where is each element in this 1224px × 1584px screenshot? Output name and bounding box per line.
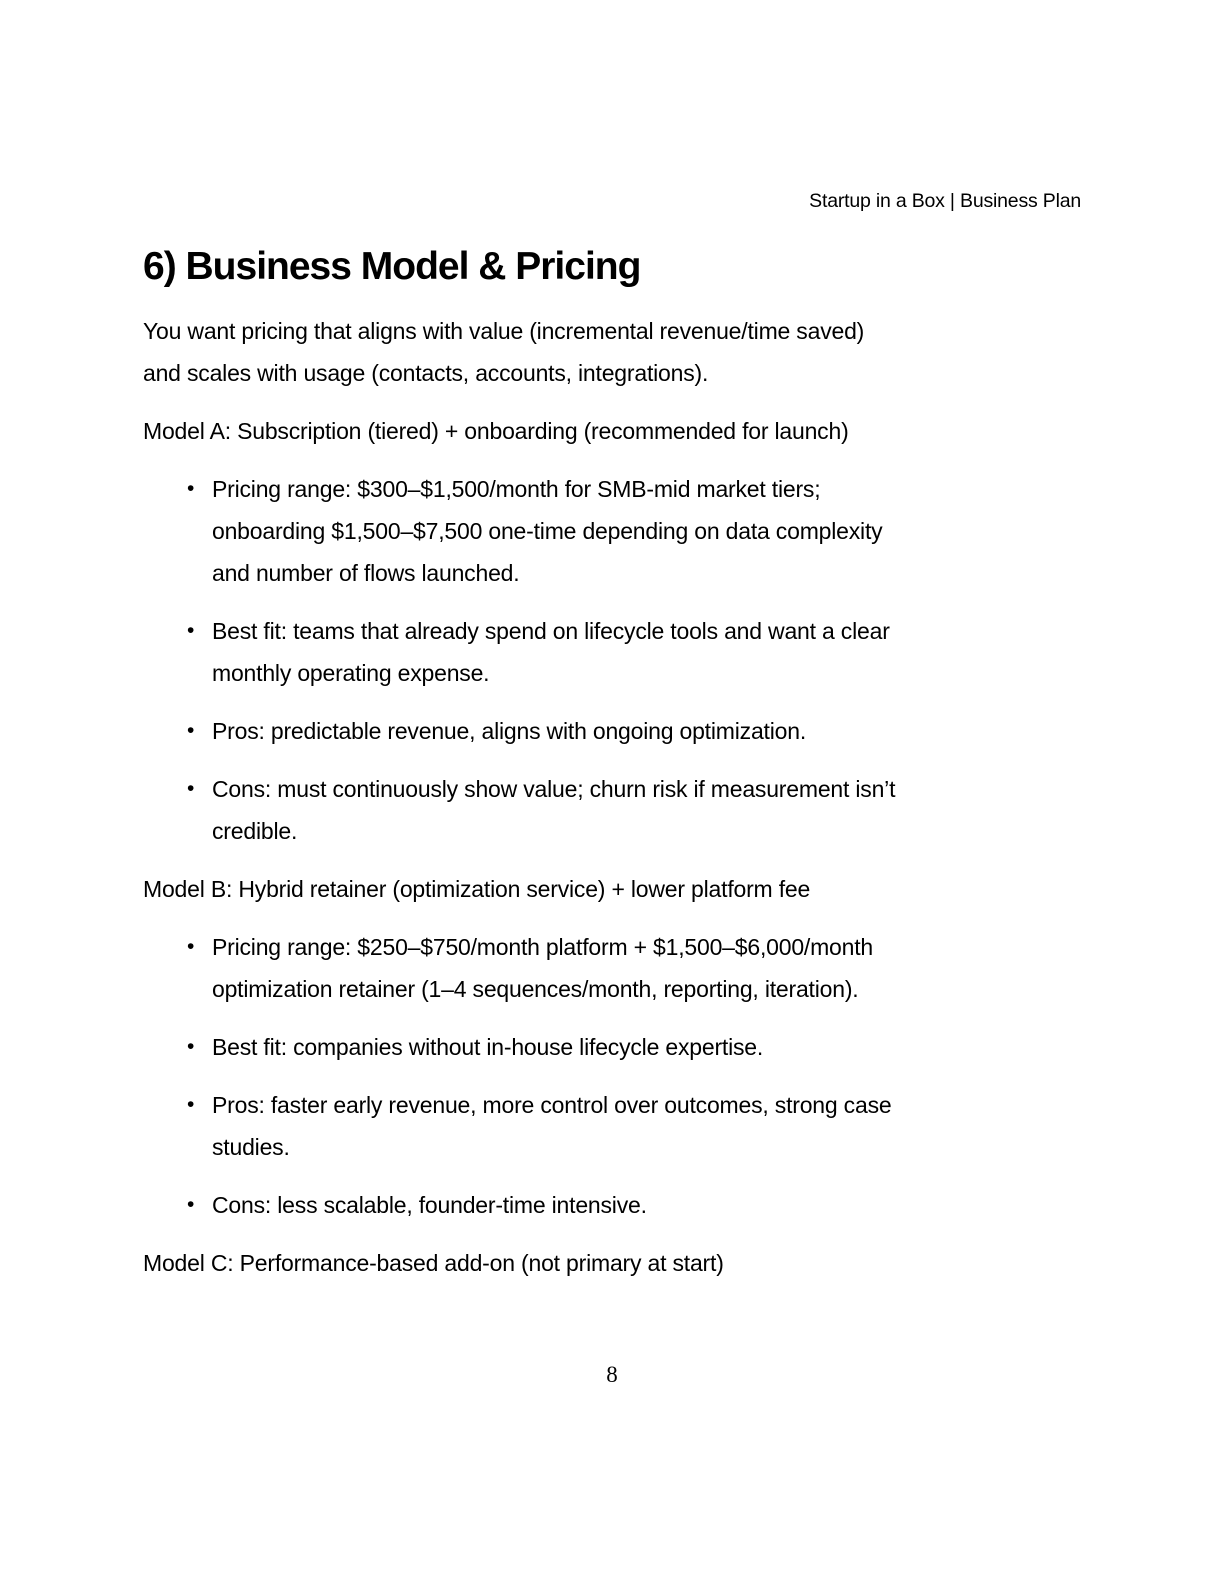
intro-paragraph bbox=[143, 310, 1081, 394]
bullet-item bbox=[143, 768, 1081, 852]
bullet-icon: • bbox=[187, 777, 195, 800]
text-line: You want pricing that aligns with value (incremental revenue/time saved) bbox=[143, 318, 865, 344]
text-line: studies. bbox=[212, 1134, 290, 1160]
bullet-icon: • bbox=[187, 1093, 195, 1116]
model-c-heading: Model C: Performance-based add-on (not primary at start) bbox=[143, 1250, 724, 1276]
page-header bbox=[143, 0, 1081, 213]
text-line: monthly operating expense. bbox=[212, 660, 490, 686]
text-line: Cons: must continuously show value; churn risk if measurement isn’t bbox=[212, 776, 896, 802]
bullet-item bbox=[143, 1026, 1081, 1068]
bullet-icon: • bbox=[187, 935, 195, 958]
bullet-icon: • bbox=[187, 1035, 195, 1058]
bullet-icon: • bbox=[187, 1193, 195, 1216]
model-a-heading: Model A: Subscription (tiered) + onboarding (recommended for launch) bbox=[143, 418, 849, 444]
bullet-icon: • bbox=[187, 719, 195, 742]
text-line: onboarding $1,500–$7,500 one-time depending on data complexity bbox=[212, 518, 883, 544]
text-line: Pricing range: $300–$1,500/month for SMB-mid market tiers; bbox=[212, 476, 821, 502]
text-line: and number of flows launched. bbox=[212, 560, 520, 586]
text-line: Pricing range: $250–$750/month platform + $1,500–$6,000/month bbox=[212, 934, 874, 960]
bullet-item bbox=[143, 926, 1081, 1010]
model-b-bullet-list bbox=[143, 926, 1081, 1226]
header-text: Startup in a Box | Business Plan bbox=[809, 190, 1081, 212]
page-title: 6) Business Model & Pricing bbox=[143, 245, 641, 288]
model-a-bullet-list bbox=[143, 468, 1081, 852]
text-line: Cons: less scalable, founder-time intensive. bbox=[212, 1192, 647, 1218]
model-b-heading: Model B: Hybrid retainer (optimization service) + lower platform fee bbox=[143, 876, 811, 902]
bullet-item bbox=[143, 1184, 1081, 1226]
page-footer bbox=[0, 1360, 1224, 1390]
text-line: optimization retainer (1–4 sequences/month, reporting, iteration). bbox=[212, 976, 859, 1002]
bullet-item bbox=[143, 610, 1081, 694]
text-line: and scales with usage (contacts, accounts, integrations). bbox=[143, 360, 709, 386]
text-line: Pros: predictable revenue, aligns with ongoing optimization. bbox=[212, 718, 807, 744]
bullet-icon: • bbox=[187, 477, 195, 500]
page-number: 8 bbox=[606, 1362, 618, 1387]
text-line: Best fit: teams that already spend on lifecycle tools and want a clear bbox=[212, 618, 890, 644]
text-line: Best fit: companies without in-house lifecycle expertise. bbox=[212, 1034, 764, 1060]
text-line: credible. bbox=[212, 818, 298, 844]
bullet-item bbox=[143, 1084, 1081, 1168]
text-line: Pros: faster early revenue, more control over outcomes, strong case bbox=[212, 1092, 892, 1118]
bullet-item bbox=[143, 468, 1081, 594]
bullet-item bbox=[143, 710, 1081, 752]
bullet-icon: • bbox=[187, 619, 195, 642]
